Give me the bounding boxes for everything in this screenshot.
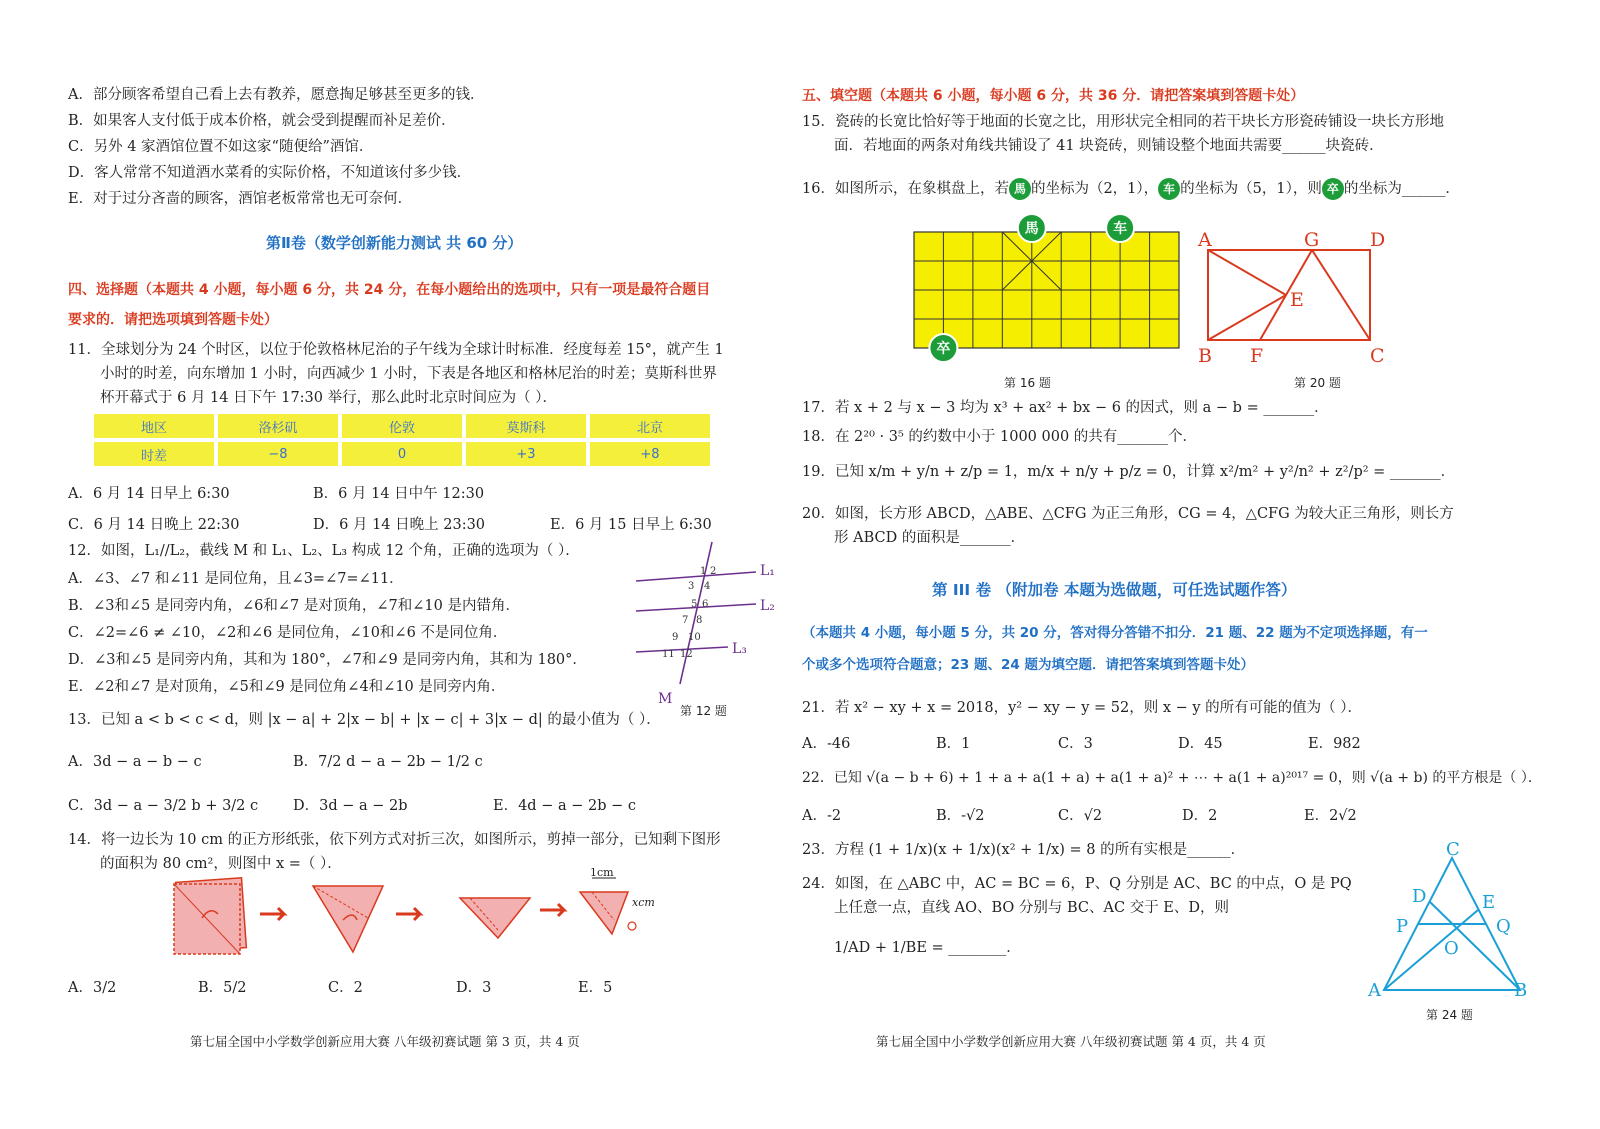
left-page (68, 0, 788, 1129)
arrow-icon (396, 908, 420, 920)
q13-option-c: C．3d − a − 3/2 b + 3/2 c (68, 798, 259, 814)
angle-label: 11 (662, 649, 675, 660)
fold-step-1 (174, 878, 246, 954)
arrow-icon (260, 908, 284, 920)
part3-desc-line1: （本题共 4 小题，每小题 5 分，共 20 分，答对得分答错不扣分．21 题、22 题为不定项选择题，有一 (802, 625, 1428, 641)
table-cell: 地区 (94, 414, 214, 438)
point-b-label: B (1198, 345, 1212, 367)
q12-option-a: A．∠3、∠7 和∠11 是同位角，且∠3=∠7=∠11． (68, 571, 404, 587)
piece-ma-label: 馬 (1024, 221, 1039, 237)
fold-step-4 (580, 878, 636, 934)
angle-label: 3 (688, 581, 695, 592)
table-cell: +8 (590, 442, 710, 466)
line-l1 (636, 572, 756, 581)
point-a-label: A (1198, 229, 1212, 251)
q10-option-a: A．部分顾客希望自己看上去有教养，愿意掏足够甚至更多的钱． (68, 87, 485, 103)
table-cell: 北京 (590, 414, 710, 438)
label-m: M (658, 691, 673, 707)
q12-option-b: B．∠3和∠5 是同旁内角，∠6和∠7 是对顶角，∠7和∠10 是内错角． (68, 598, 520, 614)
q16-text-3: 的坐标为（5，1），则 (1180, 181, 1322, 197)
sec4-header-line2: 要求的．请把选项填到答题卡处） (68, 312, 278, 328)
q21-option-b: B．1 (936, 736, 971, 752)
q11-line3: 杯开幕式于 6 月 14 日下午 17:30 举行，那么此时北京时间应为（ ）． (100, 390, 557, 406)
q15-line1: 15．瓷砖的长宽比恰好等于地面的长宽之比，用形状完全相同的若干块长方形瓷砖铺设一块长方形地 (802, 114, 1444, 130)
angle-label: 7 (682, 615, 689, 626)
right-page (802, 0, 1542, 1129)
q12-option-c: C．∠2=∠6 ≠ ∠10，∠2和∠6 是同位角，∠10和∠6 不是同位角． (68, 625, 508, 641)
table-cell: 伦敦 (342, 414, 462, 438)
q11-option-c: C．6 月 14 日晚上 22:30 (68, 517, 240, 533)
q12-option-e: E．∠2和∠7 是对顶角，∠5和∠9 是同位角∠4和∠10 是同旁内角． (68, 679, 506, 695)
point-b-label: B (1514, 980, 1528, 1001)
q21-option-a: A．-46 (802, 736, 851, 752)
q22-option-e: E．2√2 (1304, 808, 1357, 824)
line-m (680, 542, 712, 684)
q12-option-d: D．∠3和∠5 是同旁内角，其和为 180°，∠7和∠9 是同旁内角，其和为 180°． (68, 652, 587, 668)
timezone-table (90, 410, 714, 470)
angle-label: 12 (680, 649, 693, 660)
q19: 19．已知 x/m + y/n + z/p = 1，m/x + n/y + p/z = 0，计算 x²/m² + y²/n² + z²/p² = _______． (802, 464, 1456, 480)
q23: 23．方程 (1 + 1/x)(x + 1/x)(x² + 1/x) = 8 的所有实根是______． (802, 842, 1246, 858)
right-footer: 第七届全国中小学数学创新应用大赛 八年级初赛试题 第 4 页，共 4 页 (876, 1034, 1266, 1049)
q13-option-a: A．3d − a − b − c (68, 754, 202, 770)
q11-line1: 11．全球划分为 24 个时区，以位于伦敦格林尼治的子午线为全球计时标准．经度每差 15°，就产生 1 (68, 342, 724, 358)
figure-12-caption: 第 12 题 (680, 704, 727, 718)
q11-option-e: E．6 月 15 日早上 6:30 (550, 517, 712, 533)
q13-option-e: E．4d − a − 2b − c (493, 798, 636, 814)
sec5-header: 五、填空题（本题共 6 小题，每小题 6 分，共 36 分．请把答案填到答题卡处） (802, 88, 1305, 104)
q22: 22．已知 √(a − b + 6) + 1 + a + a(1 + a) + a(1 + a)² + ⋯ + a(1 + a)²⁰¹⁷ = 0，则 √(a + b) 的平方根是（ ）． (802, 770, 1542, 786)
point-p-label: P (1396, 916, 1409, 937)
q14-line1: 14．将一边长为 10 cm 的正方形纸张，依下列方式对折三次，如图所示，剪掉一部分，已知剩下图形 (68, 832, 721, 848)
q10-option-c: C．另外 4 家酒馆位置不如这家“随便给”酒馆． (68, 139, 374, 155)
q13-stem: 13．已知 a < b < c < d，则 |x − a| + 2|x − b| + |x − c| + 3|x − d| 的最小值为（ ）． (68, 712, 661, 728)
q24-line3: 1/AD + 1/BE = ________． (834, 940, 1021, 956)
q14-option-a: A．3/2 (68, 980, 117, 996)
q12-stem: 12．如图，L₁//L₂，截线 M 和 L₁、L₂、L₃ 构成 12 个角，正确的选项为（ ）． (68, 543, 580, 559)
piece-zu-label: 卒 (936, 341, 951, 357)
q24-line1: 24．如图，在 △ABC 中，AC = BC = 6，P、Q 分别是 AC、BC 的中点，O 是 PQ (802, 876, 1352, 892)
point-c-label: C (1446, 842, 1460, 860)
table-cell: 0 (342, 442, 462, 466)
piece-zu-icon: 卒 (1322, 178, 1344, 200)
point-e-label: E (1482, 892, 1496, 913)
figure-16-chessboard (908, 210, 1183, 370)
q22-option-b: B．-√2 (936, 808, 985, 824)
q17: 17．若 x + 2 与 x − 3 均为 x³ + ax² + bx − 6 的因式，则 a − b = _______． (802, 400, 1329, 416)
q14-option-d: D．3 (456, 980, 492, 996)
q10-option-e: E．对于过分吝啬的顾客，酒馆老板常常也无可奈何． (68, 191, 413, 207)
q22-option-d: D．2 (1182, 808, 1218, 824)
angle-label: 5 (691, 599, 698, 610)
q18: 18．在 2²⁰ · 3⁵ 的约数中小于 1000 000 的共有_______个． (802, 429, 1198, 445)
part2-title: 第Ⅱ卷（数学创新能力测试 共 60 分） (266, 234, 523, 252)
q10-option-b: B．如果客人支付低于成本价格，就会受到提醒而补足差价． (68, 113, 456, 129)
q20-line1: 20．如图，长方形 ABCD，△ABE、△CFG 为正三角形，CG = 4，△CFG 为较大正三角形，则长方 (802, 506, 1454, 522)
q16-text-2: 的坐标为（2，1）， (1030, 181, 1159, 197)
figure-14 (168, 868, 748, 958)
table-cell: −8 (218, 442, 338, 466)
point-d-label: D (1370, 229, 1386, 251)
part3-title: 第 III 卷 （附加卷 本题为选做题，可任选试题作答） (932, 581, 1297, 599)
q15-line2: 面．若地面的两条对角线共铺设了 41 块瓷砖，则铺设整个地面共需要______块瓷砖． (834, 138, 1384, 154)
q16-text-1: 16．如图所示，在象棋盘上，若 (802, 181, 1009, 197)
arrow-icon (540, 904, 564, 916)
q13-option-b: B．7/2 d − a − 2b − 1/2 c (293, 754, 483, 770)
figure-16-caption: 第 16 题 (1004, 376, 1051, 390)
q14-line2: 的面积为 80 cm²，则图中 x =（ ）． (100, 856, 342, 872)
sec4-header-line1: 四、选择题（本题共 4 小题，每小题 6 分，共 24 分，在每小题给出的选项中，只有一项是最符合题目 (68, 282, 711, 298)
point-d-label: D (1412, 886, 1427, 907)
figure-12 (628, 540, 788, 720)
fold-step-3 (460, 898, 530, 938)
q14-option-b: B．5/2 (198, 980, 247, 996)
piece-che-icon: 车 (1158, 178, 1180, 200)
q13-option-d: D．3d − a − 2b (293, 798, 408, 814)
point-g-label: G (1304, 229, 1320, 251)
fold-step-2 (313, 886, 383, 952)
figure-20 (1194, 222, 1394, 372)
point-e-label: E (1290, 289, 1304, 311)
q16-stem (802, 178, 1460, 200)
table-cell: 莫斯科 (466, 414, 586, 438)
q21-option-e: E．982 (1308, 736, 1361, 752)
table-cell: +3 (466, 442, 586, 466)
table-cell: 时差 (94, 442, 214, 466)
q11-option-b: B．6 月 14 日中午 12:30 (313, 486, 485, 502)
table-row (94, 414, 710, 438)
q16-text-4: 的坐标为______． (1343, 181, 1460, 197)
figure-20-caption: 第 20 题 (1294, 376, 1341, 390)
label-l3: L₃ (732, 641, 747, 657)
point-f-label: F (1250, 345, 1264, 367)
q22-option-c: C．√2 (1058, 808, 1103, 824)
angle-label: 10 (688, 632, 701, 643)
q14-option-e: E．5 (578, 980, 613, 996)
angle-label: 9 (672, 632, 679, 643)
point-o-label: O (1444, 938, 1459, 959)
q21-option-d: D．45 (1178, 736, 1223, 752)
figure-24 (1368, 842, 1528, 1002)
angle-label: 8 (696, 615, 703, 626)
piece-che-label: 车 (1113, 221, 1128, 237)
q21-option-c: C．3 (1058, 736, 1093, 752)
point-q-label: Q (1496, 916, 1511, 937)
fig14-label-xcm: xcm (632, 896, 655, 909)
angle-label: 2 (710, 566, 717, 577)
q20-line2: 形 ABCD 的面积是_______． (834, 530, 1026, 546)
table-row (94, 442, 710, 466)
q11-option-d: D．6 月 14 日晚上 23:30 (313, 517, 486, 533)
fig14-label-1cm: 1cm (590, 868, 614, 879)
point-a-label: A (1368, 980, 1381, 1001)
table-cell: 洛杉矶 (218, 414, 338, 438)
label-l2: L₂ (760, 598, 775, 614)
q22-option-a: A．-2 (802, 808, 842, 824)
q11-line2: 小时的时差，向东增加 1 小时，向西减少 1 小时，下表是各地区和格林尼治的时差；莫斯科世界 (100, 366, 717, 382)
angle-label: 6 (702, 599, 709, 610)
figure-24-caption: 第 24 题 (1426, 1008, 1473, 1022)
label-l1: L₁ (760, 563, 775, 579)
left-footer: 第七届全国中小学数学创新应用大赛 八年级初赛试题 第 3 页，共 4 页 (190, 1034, 580, 1049)
angle-label: 4 (704, 581, 711, 592)
q11-option-a: A．6 月 14 日早上 6:30 (68, 486, 230, 502)
scissors-icon (628, 922, 636, 930)
angle-label: 1 (700, 566, 707, 577)
piece-ma-icon: 馬 (1009, 178, 1031, 200)
q21: 21．若 x² − xy + x = 2018，y² − xy − y = 52，则 x − y 的所有可能的值为（ ）． (802, 700, 1363, 716)
q24-line2: 上任意一点，直线 AO、BO 分别与 BC、AC 交于 E、D，则 (834, 900, 1230, 916)
q14-option-c: C．2 (328, 980, 363, 996)
part3-desc-line2: 个或多个选项符合题意；23 题、24 题为填空题．请把答案填到答题卡处） (802, 657, 1254, 673)
point-c-label: C (1370, 345, 1385, 367)
q10-option-d: D．客人常常不知道酒水菜肴的实际价格，不知道该付多少钱． (68, 165, 472, 181)
